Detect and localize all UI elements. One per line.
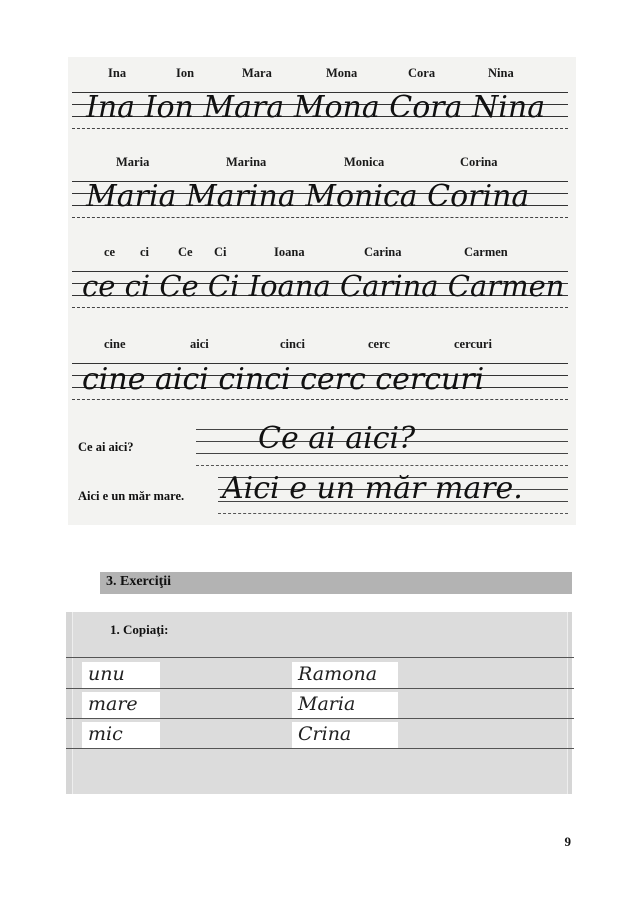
print-word: Marina	[226, 155, 267, 169]
cursive-row-3: ce ci Ce Ci Ioana Carina Carmen	[82, 269, 565, 303]
print-word: ce	[104, 245, 116, 259]
divider	[66, 748, 574, 749]
divider	[66, 657, 574, 658]
print-word: Carmen	[464, 245, 508, 259]
cursive-question-2: Aici e un măr mare.	[222, 471, 523, 506]
cursive-row-2: Maria Marina Monica Corina	[86, 179, 530, 214]
print-word: Ioana	[274, 245, 305, 259]
handwritten-word: Ramona	[298, 663, 378, 685]
section-title: 3. Exerciţii	[106, 574, 172, 589]
question-label-2: Aici e un măr mare.	[78, 489, 185, 503]
page-number: 9	[564, 834, 571, 849]
exercise-instruction: 1. Copiaţi:	[110, 622, 169, 637]
handwritten-word-image	[292, 692, 398, 718]
print-word: Ce	[178, 245, 193, 259]
handwritten-word-image	[82, 692, 160, 718]
print-word: Carina	[364, 245, 402, 259]
print-word: Ina	[108, 66, 127, 80]
handwriting-worksheet-scan	[68, 57, 576, 525]
print-word: cercuri	[454, 337, 492, 351]
divider	[66, 688, 574, 689]
print-word: Mara	[242, 66, 272, 80]
print-word: cine	[104, 337, 126, 351]
print-word: Mona	[326, 66, 358, 80]
print-word: cerc	[368, 337, 390, 351]
handwritten-word-image	[292, 662, 398, 688]
divider	[66, 718, 574, 719]
handwritten-word-image	[82, 662, 160, 688]
handwritten-word: unu	[88, 663, 125, 685]
cursive-row-1: Ina Ion Mara Mona Cora Nina	[86, 90, 546, 125]
print-word: Ion	[176, 66, 195, 80]
print-word: Nina	[488, 66, 514, 80]
print-word: cinci	[280, 337, 305, 351]
print-word: aici	[190, 337, 209, 351]
print-word: ci	[140, 245, 150, 259]
print-word: Ci	[214, 245, 227, 259]
handwritten-word: Crina	[298, 723, 352, 745]
print-word: Maria	[116, 155, 150, 169]
cursive-row-4: cine aici cinci cerc cercuri	[82, 362, 485, 397]
print-word: Corina	[460, 155, 498, 169]
cursive-question-1: Ce ai aici?	[258, 421, 416, 456]
handwritten-word-image	[82, 722, 160, 748]
question-label-1: Ce ai aici?	[78, 440, 134, 454]
print-word: Cora	[408, 66, 436, 80]
handwritten-word: mare	[88, 693, 138, 715]
handwritten-word: mic	[88, 723, 123, 745]
handwritten-word-image	[292, 722, 398, 748]
handwritten-word: Maria	[298, 693, 356, 715]
print-word: Monica	[344, 155, 385, 169]
section-heading-bar	[100, 572, 572, 594]
